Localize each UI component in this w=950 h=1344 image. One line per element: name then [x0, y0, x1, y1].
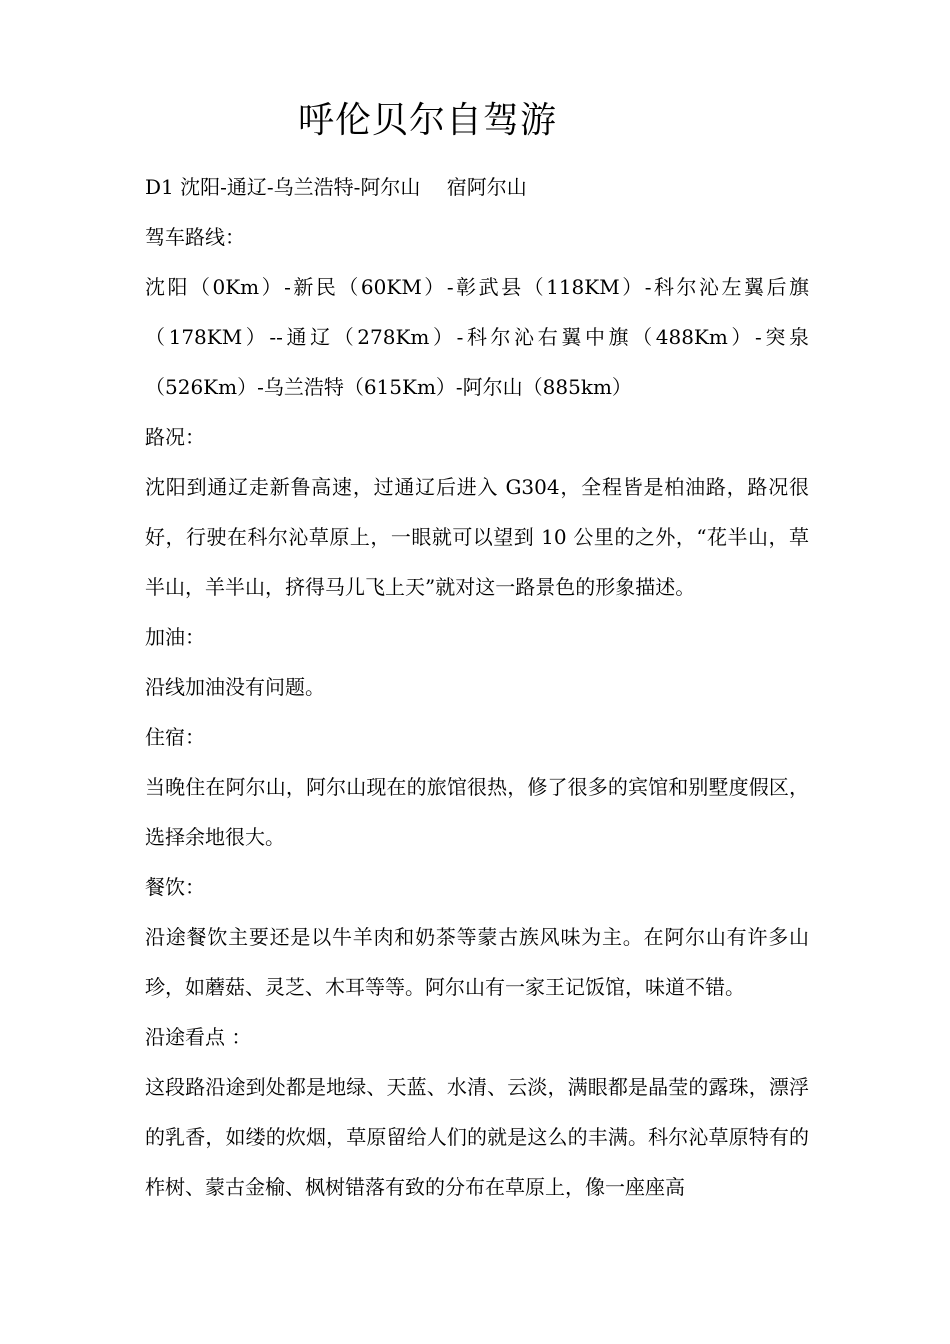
route-text: 沈阳（0Km）-新民（60KM）-彰武县（118KM）-科尔沁左翼后旗（178KM）--通辽（278Km）-科尔沁右翼中旗（488Km）-突泉（526Km）-乌兰浩特（615Km）-阿尔山（885km） — [145, 275, 809, 399]
day-heading: D1 沈阳-通辽-乌兰浩特-阿尔山 宿阿尔山 — [145, 175, 527, 199]
lodging-label: 住宿： — [145, 725, 205, 749]
road-label: 路况： — [145, 425, 205, 449]
document-body — [145, 162, 809, 1212]
route-label: 驾车路线： — [145, 225, 245, 249]
sights-text: 这段路沿途到处都是地绿、天蓝、水清、云淡，满眼都是晶莹的露珠，漂浮的乳香，如缕的炊烟，草原留给人们的就是这么的丰满。科尔沁草原特有的柞树、蒙古金榆、枫树错落有致的分布在草原上，像一座座高 — [145, 1075, 809, 1199]
dining-label: 餐饮： — [145, 875, 205, 899]
fuel-label: 加油： — [145, 625, 205, 649]
lodging-text: 当晚住在阿尔山，阿尔山现在的旅馆很热，修了很多的宾馆和别墅度假区，选择余地很大。 — [145, 775, 809, 849]
fuel-text: 沿线加油没有问题。 — [145, 675, 325, 699]
sights-label: 沿途看点 ： — [145, 1025, 252, 1049]
dining-text: 沿途餐饮主要还是以牛羊肉和奶茶等蒙古族风味为主。在阿尔山有许多山珍，如蘑菇、灵芝、木耳等等。阿尔山有一家王记饭馆，味道不错。 — [145, 925, 809, 999]
document-title: 呼伦贝尔自驾游 — [298, 100, 558, 141]
road-text: 沈阳到通辽走新鲁高速，过通辽后进入 G304，全程皆是柏油路，路况很好，行驶在科尔沁草原上，一眼就可以望到 10 公里的之外，“花半山，草半山，羊半山，挤得马儿飞上天”就对这一路景色的形象描述。 — [145, 475, 809, 599]
